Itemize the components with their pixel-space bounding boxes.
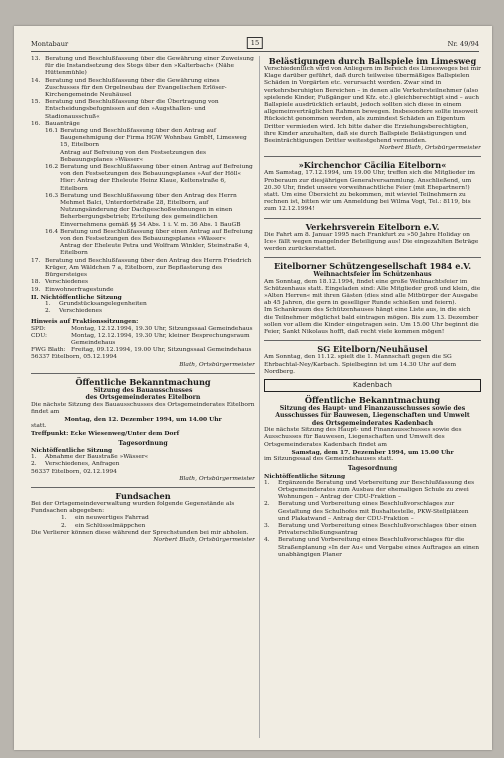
nonpublic-heading: Nichtöffentliche Sitzung	[31, 446, 113, 454]
left-column	[31, 56, 255, 742]
place-date: 56337 Eitelborn, 05.12.1994	[31, 354, 117, 361]
sg-text: Am Sonntag, den 11.12. spielt die 1. Mannschaft gegen die SG Ehrbachtal-Ney/Karbach. Spielbeginn ist um 14.30 Uhr auf dem Nordberg.	[264, 354, 457, 375]
notice-title: Öffentliche Bekanntmachung	[75, 376, 211, 387]
divider	[264, 218, 481, 219]
newspaper-page	[14, 26, 492, 750]
agenda-item: 14. Beratung und Beschlußfassung über die Gewährung eines Zuschusses für den Orgelneubau der Evangelischen Erlöser-Kirchengemeinde Neuhäusel	[31, 77, 227, 99]
nonpublic-heading: Nichtöffentliche Sitzung	[264, 472, 346, 480]
agenda-item: 2. Verschiedenes, Anfragen	[31, 461, 120, 468]
agenda-subitem: 16.1 Beratung und Beschlußfassung über den Antrag auf Baugenehmigung der Firma HGW Wohnbau GmbH, Limesweg 15, Eitelborn Antrag auf Befreiung von den Festsetzungen des Bebauungsplanes »Wässer«	[45, 128, 247, 163]
nonpublic-heading: II. Nichtöffentliche Sitzung	[31, 293, 122, 301]
agenda-item: 18. Verschiedenes	[31, 279, 89, 286]
notice-subtitle: des Ortsgemeinderates Eitelborn	[85, 394, 201, 402]
right-column	[264, 56, 481, 742]
list-item: 1. ein neuwertiges Fahrrad	[61, 515, 149, 522]
fundsachen-title: Fundsachen	[115, 490, 171, 501]
issue-number: Nr. 49/94	[447, 40, 479, 48]
notice-place: im Sitzungssaal des Gemeindehauses statt.	[264, 455, 394, 462]
agenda-item: 17. Beratung und Beschlußfassung über den Antrag des Herrn Friedrich Krüger, Am Wäldchen 7 a, Eitelborn, zur Bepflasterung des Bürgersteiges	[31, 257, 252, 279]
divider	[264, 156, 481, 157]
sg-title: SG Eitelborn/Neuhäusel	[317, 344, 428, 355]
schuetzen-title: Eitelborner Schützengesellschaft 1984 e.V.	[273, 261, 472, 272]
kirchenchor-title: »Kirchenchor Cäcilia Eitelborn«	[298, 160, 447, 171]
verkehrsverein-text: Die Fahrt am 8. Januar 1995 nach Frankfurt zu »50 Jahre Holiday on Ice« fällt wegen mangelnder Beteiligung aus! Die eingezahlten Beträge werden zurückerstattet.	[264, 231, 479, 253]
agenda-subitem: 16.2 Beratung und Beschlußfassung über einen Antrag auf Befreiung von den Festsetzungen des Bebauungsplanes »Auf der Höll« Hier: Antrag der Eheleute Heinz Klaue, Keltenstraße 6, Eitelborn	[45, 164, 253, 192]
schuetzen-text: Im Schankraum des Schützenhauses hängt eine Liste aus, in die sich die Teilnehmer möglichst bald eintragen mögen. Bis zum 13. Dezember sollen vor allem die Kinder eingetragen sein. Um 15.00 Uhr beginnt die Feier, Sankt Nikolaus hofft, daß recht viele kommen mögen!	[264, 307, 479, 336]
agenda-subitem: 16.3 Beratung und Beschlußfassung über den Antrag des Herrn Mehmet Balci, Unterdorfstraße 28, Eitelborn, auf Nutzungsänderung der Dachgeschoßwohnungen in einen Beherbergungsbetrieb; Erteilung des gemeindlichen Einvernehmens gemäß §§ 34 Abs. 1 i. V. m. 36 Abs. 1 BauGB	[45, 192, 241, 228]
meeting-point: Treffpunkt: Ecke Wiesenweg/Unter dem Dorf	[31, 430, 180, 438]
divider	[264, 257, 481, 258]
faction-row: SPD: Montag, 12.12.1994, 19.30 Uhr, Sitzungssaal Gemeindehaus	[31, 325, 253, 332]
agenda-item: 15. Beratung und Beschlußfassung über die Übertragung von Entscheidungsbefugnissen auf den »Augsthallen- und Stadionausschuß«	[31, 99, 219, 120]
signature: Norbert Blath, Ortsbürgermeister	[153, 537, 255, 543]
signature: Blath, Ortsbürgermeister	[179, 475, 255, 482]
verkehrsverein-title: Verkehrsverein Eitelborn e.V.	[305, 221, 440, 232]
notice-text: Die nächste Sitzung des Haupt- und Finanzausschusses sowie des Ausschusses für Bauwesen, Liegenschaften und Umwelt des Ortsgemeinderates Kadenbach findet am	[264, 427, 462, 448]
agenda-item: 4. Beratung und Vorbereitung eines Beschlußvorschlages für die Straßenplanung »In der Au« und Vergabe eines Auftrages an einen unabhängigen Planer	[264, 537, 480, 558]
agenda-item: 2. Verschiedenes	[45, 308, 103, 315]
notice-statt: statt.	[31, 423, 47, 430]
agenda-item: 13. Beratung und Beschlußfassung über die Gewährung einer Zuweisung für die Instandsetzung des Stegs über den »Kalterbach« (Nähe Hüttenmühle)	[31, 56, 254, 77]
agenda-subitem: 16.4 Beratung und Beschlußfassung über einen Antrag auf Befreiung von den Festsetzungen des Bebauungsplanes »Wässer« Antrag der Eheleute Petra und Wolfram Winkler, Steinstraße 4, Eitelborn	[45, 228, 253, 257]
notice-text: Die nächste Sitzung des Bauausschusses des Ortsgemeinderates Eitelborn findet am	[31, 401, 255, 415]
signature: Norbert Blath, Ortsbürgermeister	[379, 145, 481, 152]
header-town: Montabaur	[31, 40, 69, 48]
schuetzen-text: Am Sonntag, dem 18.12.1994, findet eine große Weihnachtsfeier im Schützenhaus statt. Eingeladen sind: Alle Mitglieder groß und klein, die »Alten Herren« mit ihren Gästen (dies sind alle Mitbürger der Ausgabe ab 45 Jahren, die gern in geselliger Runde schießen und feiern).	[264, 278, 481, 307]
notice-subtitle: Sitzung des Haupt- und Finanzausschusses sowie des	[279, 404, 466, 412]
agenda-item: 3. Beratung und Vorbereitung eines Beschlußvorschlages über einen Privaterschließungsantrag	[264, 522, 477, 537]
fundsachen-close: Die Verlierer können diese während der Sprechstunden bei mir abholen.	[31, 529, 249, 536]
divider	[31, 487, 255, 488]
faction-row: FWG Blath: Freitag, 09.12.1994, 19.00 Uhr, Sitzungssaal Gemeindehaus	[31, 347, 252, 354]
page-header	[31, 39, 479, 50]
faction-heading: Hinweis auf Fraktionssitzungen:	[31, 318, 139, 326]
place-date: 56337 Eitelborn, 02.12.1994	[31, 468, 117, 475]
notice-date: Montag, den 12. Dezember 1994, um 14.00 Uhr	[64, 415, 222, 423]
schuetzen-subtitle: Weihnachtsfeier im Schützenhaus	[313, 271, 432, 279]
notice-subtitle: des Ortsgemeinderates Kadenbach	[311, 419, 434, 427]
kirchenchor-text: Am Samstag, 17.12.1994, um 19.00 Uhr, treffen sich die Mitglieder im Proberaum zur diesjährigen Generalversammlung. Anschließend, um 20.30 Uhr, findet unsere vorweihnachtliche Feier (mit Ehepartnern!) statt. Um eine Übersicht zu bekommen, mit wieviel Teilnehmern zu rechnen ist, bitten wir um Anmeldung bei Wilma Vogt, Tel.: 8119, bis zum 12.12.1994!	[264, 170, 476, 213]
section-kadenbach: Kadenbach	[264, 379, 481, 392]
notice-date: Samstag, dem 17. Dezember 1994, um 15.00 Uhr	[291, 448, 454, 456]
notice-subtitle: Sitzung des Bauausschusses	[93, 386, 193, 394]
agenda-item: 1. Grundstücksangelegenheiten	[45, 300, 147, 307]
divider	[31, 373, 255, 374]
agenda-heading: Tagesordnung	[118, 439, 168, 447]
agenda-heading: Tagesordnung	[347, 465, 398, 473]
column-separator	[259, 56, 260, 738]
signature: Blath, Ortsbürgermeister	[179, 361, 255, 368]
agenda-item: 16. Bauanträge	[31, 120, 80, 127]
divider	[264, 340, 481, 341]
page-number: 15	[247, 37, 263, 49]
header-rule	[31, 51, 479, 52]
agenda-item: 1. Abnahme der Baustraße »Wässer«	[31, 454, 149, 461]
agenda-item: 19. Einwohnerfragestunde	[31, 286, 114, 293]
agenda-item: 1. Ergänzende Beratung und Vorbereitung zur Beschlußfassung des Ortsgemeinderates zum Ausbau der ehemaligen Schule zu zwei Wohnungen – Antrag der CDU-Fraktion –	[264, 479, 475, 501]
list-item: 2. ein Schlüsselmäppchen	[61, 522, 146, 529]
notice-title: Öffentliche Bekanntmachung	[304, 394, 441, 405]
faction-row: CDU: Montag, 12.12.1994, 19.30 Uhr, kleiner Besprechungsraum Gemeindehaus	[31, 332, 250, 346]
limesweg-text: Verschiedentlich wird von Anliegern im Bereich des Limesweges bei mir Klage darüber geführt, daß durch teilweise übermäßiges Ballspielen Schäden in Vorgärten etc. verursacht werden. Zwar sind in verkehrsberuhigten Bereichen – in denen alle Verkehrsteilnehmer (also spielende Kinder, Fußgänger und Kfz. etc.) gleichberechtigt sind – auch Ballspiele ausdrücklich erlaubt, jedoch sollten sich diese in einem allgemeinverträglichen Rahmen bewegen. Insbesondere sollte insoweit Rücksicht genommen werden, als zumindest Schäden an Eigentum Dritter vermieden wird. Ich bitte daher die Erziehungsberechtigten, ihre Kinder anzuhalten, daß sie durch Ballspiele Belästigungen und Beeinträchtigungen Dritter weitestgehend vermeiden.	[264, 66, 481, 145]
fundsachen-text: Bei der Ortsgemeindeverwaltung wurden folgende Gegenstände als Fundsachen abgegeben:	[31, 500, 235, 515]
notice-subtitle: Ausschusses für Bauwesen, Liegenschaften und Umwelt	[275, 412, 470, 420]
limesweg-title: Belästigungen durch Ballspiele im Limesweg	[268, 56, 477, 66]
agenda-item: 2. Beratung und Vorbereitung eines Beschlußvorschlages zur Gestaltung des Schulhofes mit Bushaltestelle, PKW-Stellplätzen und Plakatwand – Antrag der CDU-Fraktion –	[264, 501, 469, 522]
